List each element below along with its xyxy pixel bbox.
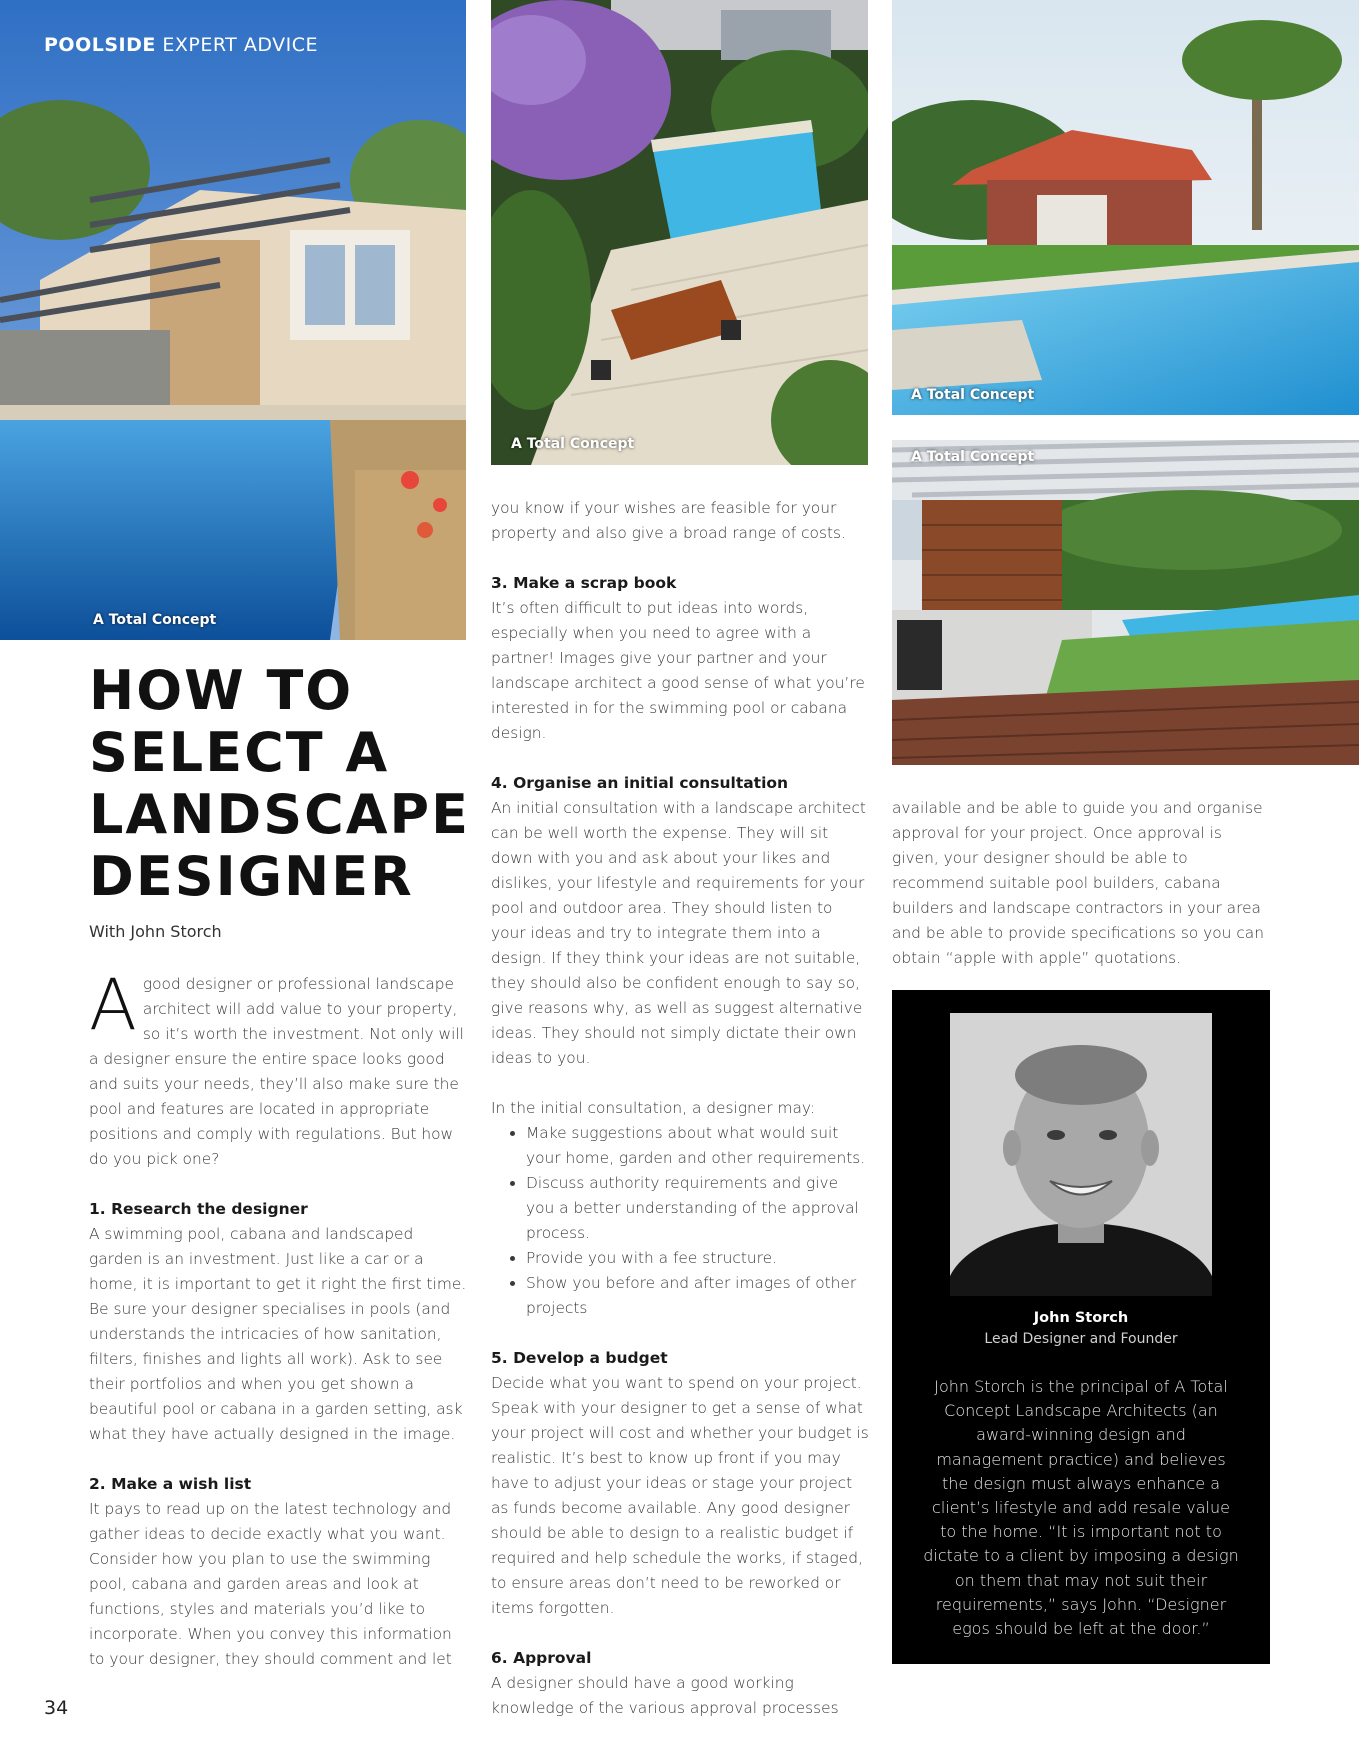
section-body-approval-start: A designer should have a good working knowledge of the various approval processes: [491, 1674, 839, 1717]
cabana-deck-photo: [892, 440, 1359, 765]
page-number: 34: [44, 1697, 69, 1719]
list-item: • Show you before and after images of other projects: [526, 1271, 871, 1321]
author-role: Lead Designer and Founder: [984, 1331, 1178, 1347]
drop-cap: A: [89, 964, 137, 1046]
title-line: SELECT A: [89, 721, 390, 784]
section-body-consultation: An initial consultation with a landscape architect can be well worth the expense. They will sit down with you and ask about your likes and dislikes, your lifestyle and requirements for your pool and outdoor area. They should listen to your ideas and try to integrate them into a design. If they think your ideas are not suitable, they should also be confident enough to say so, give reasons why, as well as suggest alternative ideas. They should not simply dictate their own ideas to you.: [491, 799, 866, 1067]
intro-paragraph: [89, 964, 467, 1172]
pool-house-photo: [892, 0, 1359, 415]
column-2: [491, 496, 871, 1746]
pool-house-caption: A Total Concept: [911, 387, 1035, 403]
title-line: LANDSCAPE: [89, 783, 470, 846]
author-bio-box: [892, 990, 1270, 1664]
section-heading-research: 1. Research the designer: [89, 1200, 308, 1218]
section-kicker-light: EXPERT ADVICE: [155, 34, 318, 56]
article-title: [89, 660, 470, 908]
garden-aerial-photo: [491, 0, 868, 465]
hero-photo-caption: A Total Concept: [93, 612, 217, 628]
section-body-budget: Decide what you want to spend on your project. Speak with your designer to get a sense of what your project will cost and whether your budget is realistic. It’s best to know up front if you may have to adjust your ideas or stage your project as funds become available. Any good designer should be able to design to a realistic budget if required and help schedule the works, if staged, to ensure areas don’t need to be reworked or items forgotten.: [491, 1374, 869, 1617]
list-item: • Provide you with a fee structure.: [526, 1246, 871, 1271]
section-body-wishlist-start: It pays to read up on the latest technology and gather ideas to decide exactly what you want. Consider how you plan to use the swimming pool, cabana and garden areas and look at functions, styles and materials you’d like to incorporate. When you convey this information to your designer, they should comment and let: [89, 1500, 452, 1668]
section-kicker: [44, 34, 318, 56]
section-heading-budget: 5. Develop a budget: [491, 1349, 668, 1367]
section-heading-wishlist: 2. Make a wish list: [89, 1475, 252, 1493]
consultation-list-intro: In the initial consultation, a designer may:: [491, 1099, 816, 1117]
title-line: DESIGNER: [89, 845, 414, 908]
section-heading-approval: 6. Approval: [491, 1649, 592, 1667]
consultation-list: [491, 1121, 871, 1321]
hero-pool-photo: [0, 0, 466, 640]
column-3: [892, 796, 1272, 996]
section-heading-scrapbook: 3. Make a scrap book: [491, 574, 677, 592]
section-heading-consultation: 4. Organise an initial consultation: [491, 774, 789, 792]
list-item: • Make suggestions about what would suit your home, garden and other requirements.: [526, 1121, 871, 1171]
author-portrait: [950, 1013, 1212, 1296]
cabana-caption: A Total Concept: [911, 449, 1035, 465]
list-item: • Discuss authority requirements and give you a better understanding of the approval process.: [526, 1171, 871, 1246]
intro-text: good designer or professional landscape architect will add value to your property, so it’s worth the investment. Not only will a designer ensure the entire space looks good and suits your needs, they’ll also make sure the pool and features are located in appropriate positions and comply with regulations. But how do you pick one?: [89, 975, 464, 1168]
title-line: HOW TO: [89, 659, 354, 722]
section-body-approval-end: available and be able to guide you and organise approval for your project. Once approval is given, your designer should be able to recommend suitable pool builders, cabana builders and landscape contractors in your area and be able to provide specifications so you can obtain “apple with apple” quotations.: [892, 799, 1264, 967]
author-bio-text: John Storch is the principal of A Total Concept Landscape Architects (an award-winning design and management practice) and believes the design must always enhance a client’s lifestyle and add resale value to the home. “It is important not to dictate to a client by imposing a design on them that may not suit their requirements,” says John. “Designer egos should be left at the door.”: [923, 1377, 1239, 1639]
section-body-research: A swimming pool, cabana and landscaped garden is an investment. Just like a car or a home, it is important to get it right the first time. Be sure your designer specialises in pools (and understands the intricacies of how sanitation, filters, finishes and lights all work). Ask to see their portfolios and when you get shown a beautiful pool or cabana in a garden setting, ask what they have actually designed in the image.: [89, 1225, 467, 1443]
author-name: John Storch: [1033, 1310, 1129, 1326]
section-body-wishlist-end: you know if your wishes are feasible for your property and also give a broad range of costs.: [491, 499, 846, 542]
section-kicker-bold: POOLSIDE: [44, 34, 156, 56]
garden-photo-caption: A Total Concept: [511, 436, 635, 452]
column-1: [89, 964, 467, 1697]
section-body-scrapbook: It’s often difficult to put ideas into words, especially when you need to agree with a partner! Images give your partner and your landscape architect a good sense of what you’re interested in for the swimming pool or cabana design.: [491, 599, 865, 742]
byline: With John Storch: [89, 922, 222, 941]
